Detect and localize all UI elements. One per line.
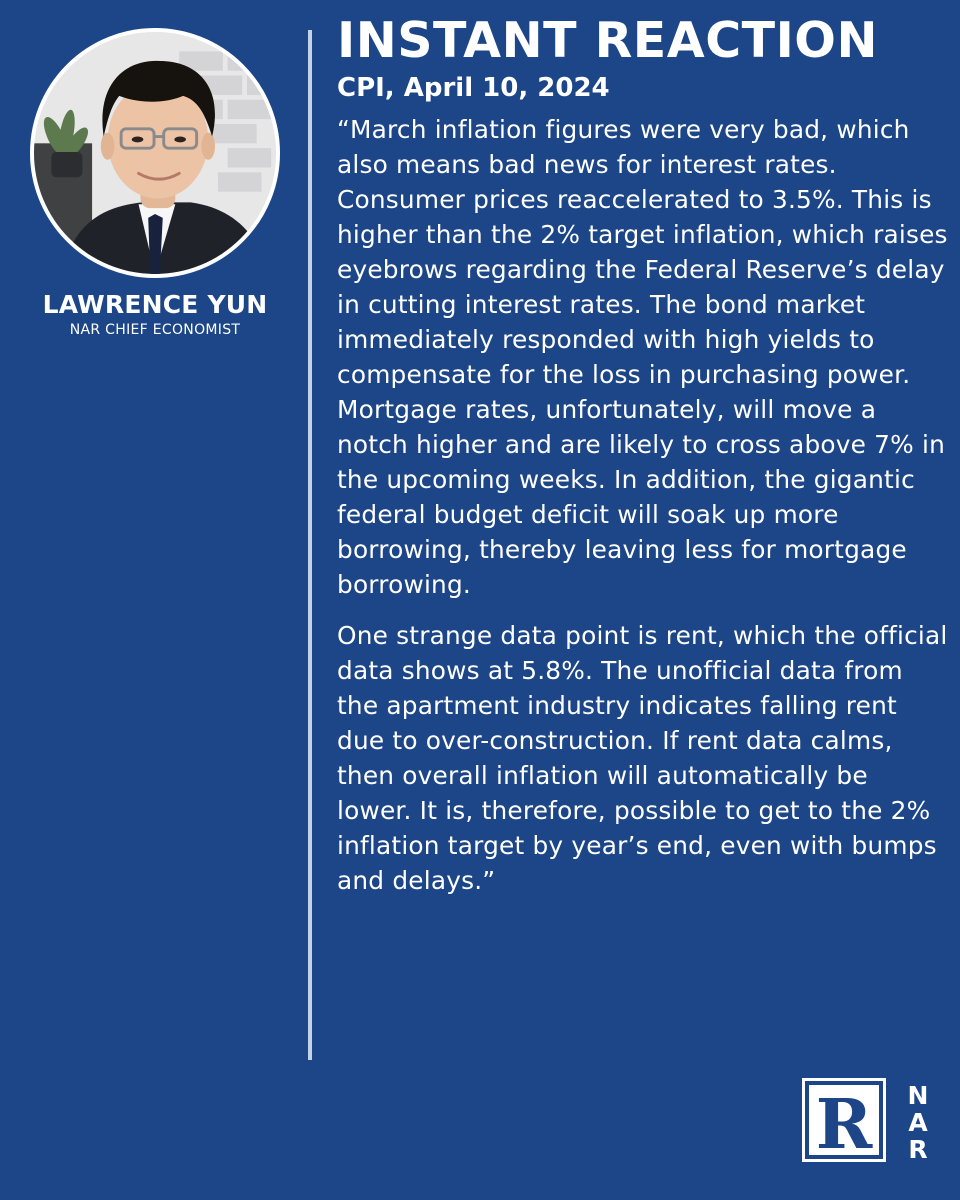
portrait-photo <box>30 28 280 278</box>
realtor-r-logo <box>802 1078 886 1162</box>
logo-letter-r: R <box>908 1135 928 1164</box>
quote-paragraph-1: “March inflation figures were very bad, which also means bad news for interest rates. Consumer prices reaccelerated to 3.5%. This is higher than the 2% target inflation, which raises eyebrows regarding the Federal Reserve’s delay in cutting interest rates. The bond market immediately responded with high yields to compensate for the loss in purchasing power. Mortgage rates, unfortunately, will move a notch higher and are likely to cross above 7% in the upcoming weeks. In addition, the gigantic federal budget deficit will soak up more borrowing, thereby leaving less for mortgage borrowing. <box>337 115 948 599</box>
person-role: NAR CHIEF ECONOMIST <box>69 322 241 338</box>
page-subtitle: CPI, April 10, 2024 <box>337 73 610 103</box>
quote-body <box>337 112 949 898</box>
vertical-divider <box>308 30 312 1060</box>
logo-letter-n: N <box>907 1081 929 1110</box>
logo-mark: R <box>815 1085 873 1162</box>
page-title: INSTANT REACTION <box>337 12 878 69</box>
logo-wordmark <box>906 1082 930 1163</box>
person-name: LAWRENCE YUN <box>42 290 268 319</box>
logo-letter-a: A <box>908 1108 928 1137</box>
quote-paragraph-2: One strange data point is rent, which the official data shows at 5.8%. The unofficial data from the apartment industry indicates falling rent due to over-construction. If rent data calms, then overall inflation will automatically be lower. It is, therefore, possible to get to the 2% inflation target by year’s end, even with bumps and delays.” <box>337 621 948 895</box>
